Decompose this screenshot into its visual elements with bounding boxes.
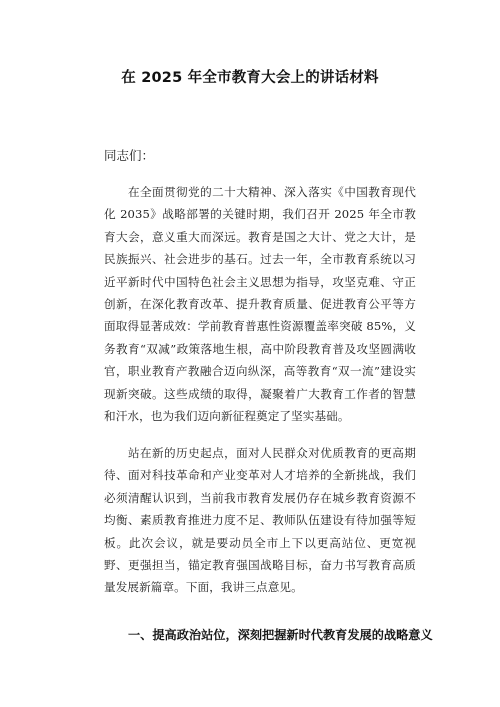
paragraph-2: 站在新的历史起点，面对人民群众对优质教育的更高期待、面对科技革命和产业变革对人才培养的全新挑战，我们必须清醒认识到，当前我市教育发展仍存在城乡教育资源不均衡、素质教育推进力度不足、教师队伍建设有待加强等短板。此次会议，就是要动员全市上下以更高站位、更宽视野、更强担当，锚定教育强国战略目标，奋力书写教育高质量发展新篇章。下面，我讲三点意见。	[104, 446, 416, 595]
section-heading: 一、提高政治站位，深刻把握新时代教育发展的战略意义	[128, 628, 433, 642]
document-title: 在 2025 年全市教育大会上的讲话材料	[121, 70, 379, 86]
greeting: 同志们：	[104, 148, 155, 163]
paragraph-1: 在全面贯彻党的二十大精神、深入落实《中国教育现代化 2035》战略部署的关键时期，我们召开 2025 年全市教育大会，意义重大而深远。教育是国之大计、党之大计，是民族振兴、社会进步的基石。过去一年，全市教育系统以习近平新时代中国特色社会主义思想为指导，攻坚克难、守正创新，在深化教育改革、提升教育质量、促进教育公平等方面取得显著成效：学前教育普惠性资源覆盖率突破 85%，义务教育“双减”政策落地生根，高中阶段教育普及攻坚圆满收官，职业教育产教融合迈向纵深，高等教育“双一流”建设实现新突破。这些成绩的取得，凝聚着广大教育工作者的智慧和汗水，也为我们迈向新征程奠定了坚实基础。	[104, 185, 416, 424]
